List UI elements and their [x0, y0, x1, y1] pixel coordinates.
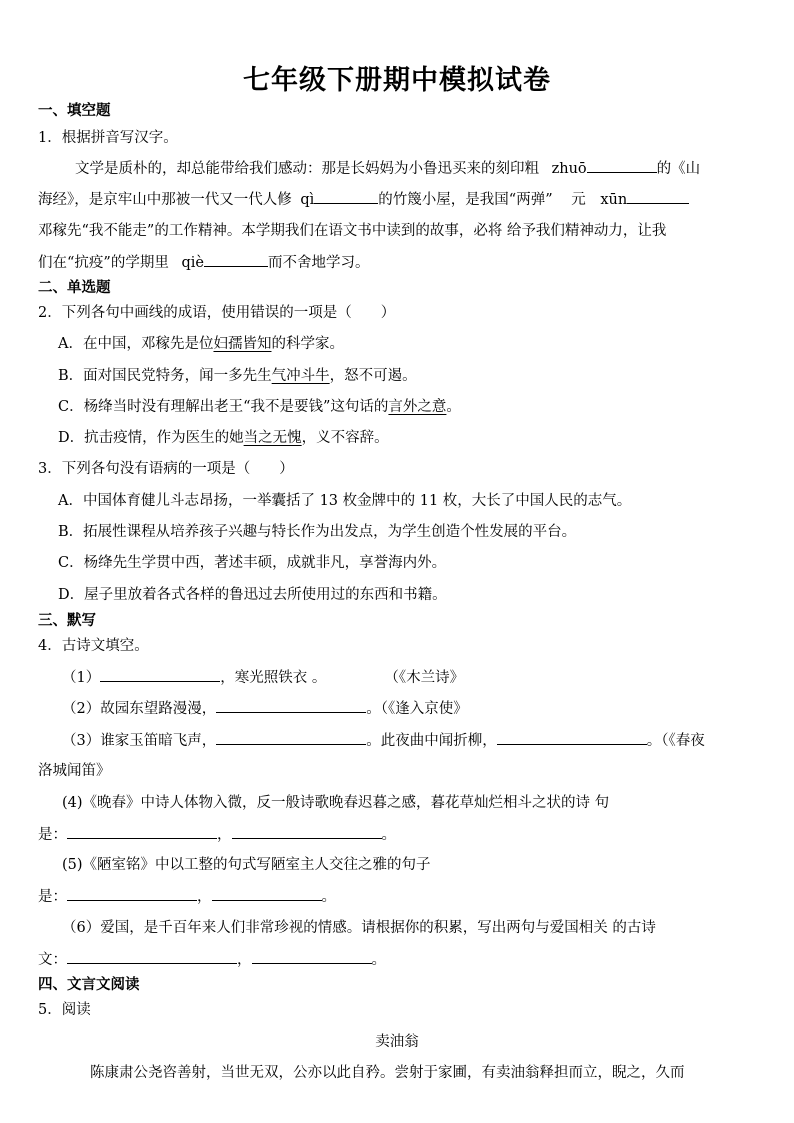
answer-blank-xun[interactable] — [627, 189, 689, 204]
answer-blank[interactable] — [232, 824, 382, 839]
question-2-option-a[interactable] — [58, 334, 780, 354]
answer-blank[interactable] — [67, 824, 217, 839]
poem-text: 。 — [321, 889, 336, 905]
pinyin-qi: qì — [300, 192, 315, 208]
question-3-option-a[interactable]: A．中国体育健儿斗志昂扬，一举囊括了 13 枚金牌中的 11 枚，大长了中国人民的志气。 — [58, 493, 632, 509]
poem-text: ， — [237, 952, 252, 968]
question-4-stem: 4．古诗文填空。 — [38, 638, 149, 654]
question-3-option-b[interactable]: B．拓展性课程从培养孩子兴趣与特长作为出发点，为学生创造个性发展的平台。 — [58, 524, 577, 540]
question-1-line-1 — [75, 158, 794, 179]
poem-blank-1 — [62, 667, 784, 688]
underlined-idiom: 气冲斗牛 — [271, 368, 330, 384]
section-heading-dictation: 三、默写 — [38, 613, 96, 629]
poem-text: 。 — [371, 952, 386, 968]
poem-text: （2）故园东望路漫漫， — [62, 701, 217, 717]
passage-line-1: 陈康肃公尧咨善射，当世无双，公亦以此自矜。尝射于家圃，有卖油翁释担而立，睨之，久而 — [90, 1065, 685, 1081]
q1-text: 的竹篾小屋，是我国“两弹” — [378, 192, 553, 208]
option-text: A．在中国，邓稼先是位 — [58, 336, 214, 352]
poem-text: ， — [197, 889, 212, 905]
option-text: ，怒不可遏。 — [329, 368, 417, 384]
question-3-stem: 3．下列各句没有语病的一项是（ ） — [38, 461, 294, 477]
q1-text: 的《山 — [656, 161, 701, 177]
section-heading-single-choice: 二、单选题 — [38, 280, 111, 296]
question-3-option-c[interactable]: C．杨绛先生学贯中西，著述丰硕，成就非凡，享誉海内外。 — [58, 555, 447, 571]
item-number: （1） — [62, 670, 101, 686]
q1-text: 文学是质朴的，却总能带给我们感动：那是长妈妈为小鲁迅买来的刻印粗 — [75, 161, 539, 177]
question-1-line-4 — [38, 252, 760, 273]
poem-blank-4 — [38, 824, 760, 845]
poem-text: 文： — [38, 952, 67, 968]
answer-blank[interactable] — [497, 730, 647, 745]
question-2-option-b[interactable] — [58, 366, 780, 386]
option-text: D．抗击疫情，作为医生的她 — [58, 430, 244, 446]
answer-blank[interactable] — [216, 730, 366, 745]
poem-source: 。（《逢入京使》 — [366, 701, 468, 717]
passage-title: 卖油翁 — [375, 1034, 419, 1050]
answer-blank[interactable] — [252, 949, 372, 964]
question-1-line-3: 邓稼先“我不能走”的工作精神。本学期我们在语文书中读到的故事，必将 给予我们精神动力，让我 — [38, 223, 667, 239]
option-text: 。 — [446, 399, 461, 415]
question-2-stem: 2．下列各句中画线的成语，使用错误的一项是（ ） — [38, 305, 396, 321]
section-heading-classical-reading: 四、文言文阅读 — [38, 977, 140, 993]
answer-blank[interactable] — [67, 949, 237, 964]
question-2-option-d[interactable] — [58, 428, 780, 448]
poem-text: ， — [217, 827, 232, 843]
question-1-stem: 1．根据拼音写汉字。 — [38, 130, 178, 146]
poem-text: 是： — [38, 889, 67, 905]
poem-source: （《木兰诗》 — [384, 670, 465, 686]
question-1-line-2 — [38, 189, 760, 210]
q1-text: 元 — [571, 192, 586, 208]
question-3-option-d[interactable]: D．屋子里放着各式各样的鲁迅过去所使用过的东西和书籍。 — [58, 587, 447, 603]
underlined-idiom: 言外之意 — [388, 399, 447, 415]
option-text: B．面对国民党特务，闻一多先生 — [58, 368, 272, 384]
question-2-option-c[interactable] — [58, 397, 780, 417]
question-5-stem: 5．阅读 — [38, 1002, 91, 1018]
pinyin-xun: xūn — [600, 192, 628, 208]
pinyin-zhuo: zhuō — [551, 161, 587, 177]
pinyin-qie: qiè — [181, 255, 204, 271]
underlined-idiom: 妇孺皆知 — [213, 336, 272, 352]
answer-blank-qi[interactable] — [314, 189, 378, 204]
poem-blank-6-prompt: （6）爱国，是千百年来人们非常珍视的情感。请根据你的积累，写出两句与爱国相关 的古诗 — [62, 920, 656, 936]
poem-blank-6 — [38, 949, 760, 970]
underlined-idiom: 当之无愧 — [243, 430, 302, 446]
exam-title: 七年级下册期中模拟试卷 — [243, 65, 551, 96]
poem-blank-5 — [38, 886, 760, 907]
poem-source-continued: 洛城闻笛》 — [38, 763, 111, 779]
option-text: 的科学家。 — [271, 336, 344, 352]
poem-blank-4-prompt: (4)《晚春》中诗人体物入微，反一般诗歌晚春迟暮之感，暮花草灿烂相斗之状的诗 句 — [62, 795, 610, 811]
poem-text: （3）谁家玉笛暗飞声， — [62, 733, 217, 749]
option-text: C．杨绛当时没有理解出老王“我不是要钱”这句话的 — [58, 399, 389, 415]
q1-text: 而不舍地学习。 — [267, 255, 370, 271]
poem-blank-3 — [62, 730, 784, 751]
poem-source: 。（《春夜 — [646, 733, 705, 749]
answer-blank[interactable] — [212, 886, 322, 901]
answer-blank[interactable] — [67, 886, 197, 901]
q1-text: 们在“抗疫”的学期里 — [38, 255, 169, 271]
q1-text: 海经》，是京牢山中那被一代又一代人修 — [38, 192, 292, 208]
section-heading-fill-blank: 一、填空题 — [38, 103, 111, 119]
answer-blank[interactable] — [216, 698, 366, 713]
poem-text: 。 — [381, 827, 396, 843]
poem-blank-5-prompt: (5)《陋室铭》中以工整的句式写陋室主人交往之雅的句子 — [62, 857, 431, 873]
poem-blank-2 — [62, 698, 784, 719]
option-text: ，义不容辞。 — [301, 430, 389, 446]
poem-text: 。此夜曲中闻折柳， — [366, 733, 497, 749]
answer-blank-qie[interactable] — [204, 252, 268, 267]
poem-text: ，寒光照铁衣 。 — [220, 670, 327, 686]
poem-text: 是： — [38, 827, 67, 843]
answer-blank-zhuo[interactable] — [587, 158, 657, 173]
answer-blank[interactable] — [100, 667, 220, 682]
